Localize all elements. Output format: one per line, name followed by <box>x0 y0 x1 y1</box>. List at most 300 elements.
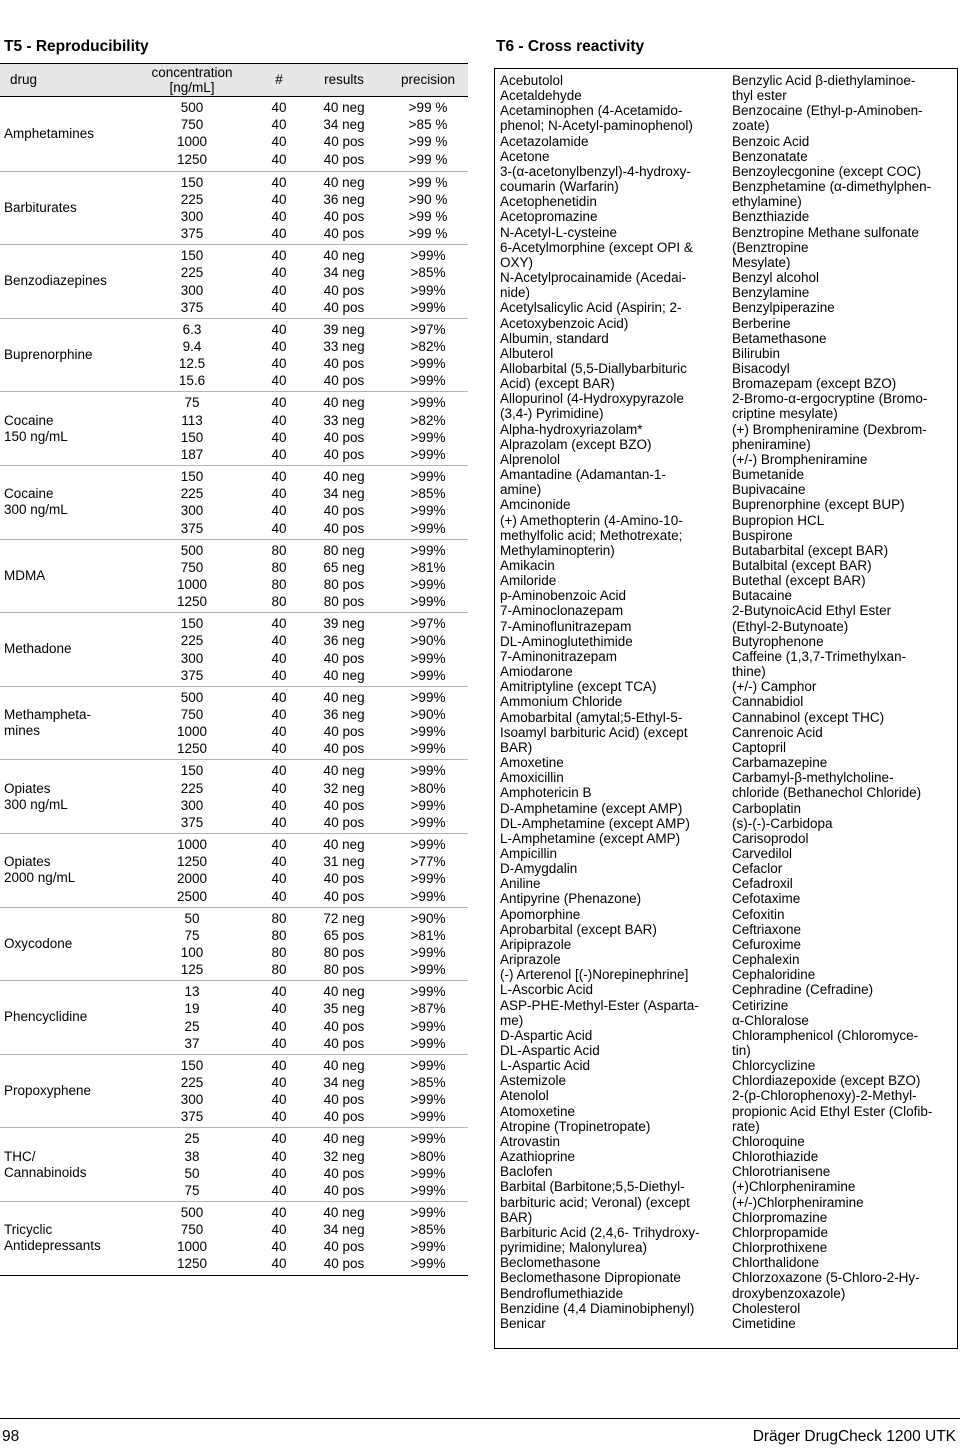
substance-item: Apomorphine <box>500 906 581 922</box>
results-cell: 39 neg <box>323 616 365 632</box>
substance-item: Benzphetamine (α-dimethylphen- ethylamine) <box>732 179 932 210</box>
substance-item: Chlordiazepoxide (except BZO) <box>732 1073 921 1089</box>
results-cell: 40 neg <box>323 1057 365 1073</box>
count-cell: 40 <box>271 373 287 389</box>
drug-name-line: Antidepressants <box>4 1238 101 1254</box>
header-results: results <box>324 72 364 87</box>
precision-cell: >80% <box>410 1148 446 1164</box>
substance-item: Benztropine Methane sulfonate (Benztropine Mesylate) <box>732 224 919 270</box>
results-cell: 40 neg <box>323 468 365 484</box>
concentration-cell: 1250 <box>176 151 208 167</box>
substance-item: 2-ButynoicAcid Ethyl Ester (Ethyl-2-Butynoate) <box>732 603 892 634</box>
count-cell: 40 <box>271 174 287 190</box>
substance-item: Amcinonide <box>500 497 571 513</box>
substance-item: Allopurinol (4-Hydroxypyrazole (3,4-) Pyrimidine) <box>500 391 684 422</box>
precision-cell: >99% <box>410 1239 446 1255</box>
drug-group <box>0 391 468 465</box>
substance-item: Buprenorphine (except BUP) <box>732 497 905 513</box>
drug-group <box>0 97 468 171</box>
drug-name <box>4 760 134 833</box>
results-cell: 40 pos <box>323 134 365 150</box>
count-cell: 40 <box>271 797 287 813</box>
count-cell: 40 <box>271 1074 287 1090</box>
drug-name-line: Amphetamines <box>4 125 95 141</box>
concentration-cell: 375 <box>180 1109 204 1125</box>
table-row <box>140 927 468 944</box>
substance-item: Benzylic Acid β-diethylaminoe- thyl ester <box>732 73 916 104</box>
reproducibility-table <box>0 63 468 1276</box>
concentration-cell: 375 <box>180 667 204 683</box>
precision-cell: >99% <box>410 1092 446 1108</box>
drug-name-line: 2000 ng/mL <box>4 870 76 886</box>
results-cell: 40 pos <box>323 373 365 389</box>
drug-group <box>0 612 468 686</box>
substance-item: Amoxicillin <box>500 770 564 786</box>
count-cell: 40 <box>271 1035 287 1051</box>
count-cell: 40 <box>271 1204 287 1220</box>
precision-cell: >90% <box>410 633 446 649</box>
header-drug: drug <box>10 72 38 87</box>
substance-item: L-Ascorbic Acid <box>500 982 594 998</box>
table-body <box>0 97 468 1275</box>
count-cell: 80 <box>271 542 287 558</box>
precision-cell: >99% <box>410 944 446 960</box>
results-cell: 80 pos <box>323 962 365 978</box>
results-cell: 40 neg <box>323 174 365 190</box>
precision-cell: >99% <box>410 797 446 813</box>
drug-group-rows <box>140 1130 468 1199</box>
precision-cell: >90% <box>410 706 446 722</box>
substance-item: Amikacin <box>500 558 555 573</box>
drug-name-line: Buprenorphine <box>4 347 93 363</box>
substance-item: Amoxetine <box>500 755 564 771</box>
substance-item: Cefaclor <box>732 861 783 877</box>
table-row <box>140 576 468 593</box>
drug-group <box>0 1201 468 1275</box>
table-row <box>140 1108 468 1125</box>
substance-item: Benzoic Acid <box>732 133 810 149</box>
substance-item: Baclofen <box>500 1164 553 1180</box>
concentration-cell: 2000 <box>176 871 208 887</box>
substance-item: Cephradine (Cefradine) <box>732 982 874 998</box>
concentration-cell: 6.3 <box>182 321 202 337</box>
document-title: Dräger DrugCheck 1200 UTK <box>752 1428 956 1445</box>
table-row <box>140 1130 468 1147</box>
substance-item: Ammonium Chloride <box>500 694 623 710</box>
precision-cell: >99% <box>410 1256 446 1272</box>
precision-cell: >77% <box>410 854 446 870</box>
drug-group <box>0 833 468 907</box>
concentration-cell: 150 <box>180 429 204 445</box>
concentration-cell: 300 <box>180 797 204 813</box>
concentration-cell: 225 <box>180 265 204 281</box>
drug-name <box>4 97 134 171</box>
count-cell: 40 <box>271 650 287 666</box>
table-row <box>140 502 468 519</box>
substance-item: 2-Bromo-α-ergocryptine (Bromo- criptine mesylate) <box>732 391 928 422</box>
substance-item: α-Chloralose <box>732 1012 809 1028</box>
count-cell: 80 <box>271 594 287 610</box>
count-cell: 40 <box>271 446 287 462</box>
table-row <box>140 667 468 684</box>
cross-reactivity-column-1 <box>500 73 725 1331</box>
drug-group <box>0 465 468 539</box>
substance-item: Acetazolamide <box>500 133 589 149</box>
table-row <box>140 780 468 797</box>
substance-item: (s)-(-)-Carbidopa <box>732 815 833 831</box>
results-cell: 40 pos <box>323 1182 365 1198</box>
table-row <box>140 593 468 610</box>
table-row <box>140 394 468 411</box>
substance-item: Benzylpiperazine <box>732 300 835 316</box>
drug-group-rows <box>140 762 468 831</box>
results-cell: 80 pos <box>323 576 365 592</box>
precision-cell: >99% <box>410 836 446 852</box>
substance-item: Alprenolol <box>500 451 561 467</box>
count-cell: 80 <box>271 910 287 926</box>
results-cell: 40 neg <box>323 1204 365 1220</box>
substance-item: N-Acetyl-L-cysteine <box>500 224 618 240</box>
drug-group-rows <box>140 1057 468 1126</box>
table-row <box>140 429 468 446</box>
substance-item: Butethal (except BAR) <box>732 573 866 589</box>
count-cell: 80 <box>271 962 287 978</box>
substance-item: Chlorothiazide <box>732 1149 819 1165</box>
count-cell: 40 <box>271 208 287 224</box>
results-cell: 34 neg <box>323 1074 365 1090</box>
table-row <box>140 983 468 1000</box>
table-row <box>140 870 468 887</box>
substance-item: Butacaine <box>732 588 793 604</box>
drug-name-line: Oxycodone <box>4 935 73 951</box>
drug-group-rows <box>140 1204 468 1273</box>
substance-item: Bilirubin <box>732 345 781 361</box>
concentration-cell: 750 <box>180 117 204 133</box>
concentration-cell: 13 <box>184 984 200 1000</box>
header-number: # <box>275 72 283 87</box>
substance-item: Benzylamine <box>732 285 810 301</box>
table-row <box>140 559 468 576</box>
precision-cell: >99% <box>410 429 446 445</box>
precision-cell: >87% <box>410 1001 446 1017</box>
concentration-cell: 75 <box>184 395 200 411</box>
substance-item: Albumin, standard <box>500 330 609 346</box>
results-cell: 40 pos <box>323 724 365 740</box>
drug-group <box>0 1054 468 1128</box>
substance-item: L-Aspartic Acid <box>500 1058 591 1074</box>
table-row <box>140 1018 468 1035</box>
concentration-cell: 50 <box>184 1165 200 1181</box>
concentration-cell: 225 <box>180 486 204 502</box>
count-cell: 40 <box>271 226 287 242</box>
precision-cell: >99 % <box>408 100 448 115</box>
substance-item: 2-(p-Chlorophenoxy)-2-Methyl- propionic Acid Ethyl Ester (Clofib- rate) <box>732 1088 933 1134</box>
concentration-cell: 125 <box>180 962 204 978</box>
concentration-cell: 12.5 <box>178 356 206 372</box>
count-cell: 40 <box>271 1109 287 1125</box>
substance-item: Acetaminophen (4-Acetamido- phenol; N-Acetyl-paminophenol) <box>500 103 693 134</box>
substance-item: Cannabinol (except THC) <box>732 709 885 725</box>
substance-item: 6-Acetylmorphine (except OPI & OXY) <box>500 239 693 270</box>
table-row <box>140 355 468 372</box>
concentration-cell: 225 <box>180 780 204 796</box>
results-cell: 40 pos <box>323 226 365 242</box>
substance-item: Butyrophenone <box>732 633 824 649</box>
precision-cell: >99% <box>410 373 446 389</box>
drug-name <box>4 540 134 613</box>
table-row <box>140 1000 468 1017</box>
concentration-cell: 1000 <box>176 724 208 740</box>
substance-item: Buspirone <box>732 527 793 543</box>
concentration-cell: 1250 <box>176 741 208 757</box>
cross-reactivity-box <box>494 68 958 1349</box>
substance-item: Beclomethasone <box>500 1255 601 1271</box>
count-cell: 40 <box>271 888 287 904</box>
substance-item: Amphotericin B <box>500 785 592 801</box>
count-cell: 40 <box>271 248 287 264</box>
results-cell: 40 pos <box>323 797 365 813</box>
results-cell: 40 pos <box>323 871 365 887</box>
substance-item: ASP-PHE-Methyl-Ester (Asparta- me) <box>500 997 699 1028</box>
substance-item: Acetaldehyde <box>500 88 582 104</box>
table-row <box>140 689 468 706</box>
results-cell: 40 pos <box>323 814 365 830</box>
table-row <box>140 836 468 853</box>
drug-group-rows <box>140 983 468 1052</box>
drug-name-line: Cannabinoids <box>4 1164 87 1180</box>
drug-group-rows <box>140 174 468 243</box>
table-row <box>140 1238 468 1255</box>
drug-name-line: THC/ <box>4 1148 36 1164</box>
precision-cell: >99% <box>410 763 446 779</box>
concentration-cell: 500 <box>180 100 204 115</box>
count-cell: 40 <box>271 395 287 411</box>
drug-group-rows <box>140 689 468 758</box>
results-cell: 40 neg <box>323 763 365 779</box>
concentration-cell: 750 <box>180 559 204 575</box>
precision-cell: >99% <box>410 689 446 705</box>
substance-item: Ariprazole <box>500 952 561 968</box>
drug-name-line: Opiates <box>4 854 51 870</box>
count-cell: 40 <box>271 134 287 150</box>
substance-item: Cephalexin <box>732 952 800 968</box>
concentration-cell: 375 <box>180 814 204 830</box>
precision-cell: >85% <box>410 1222 446 1238</box>
drug-group-rows <box>140 468 468 537</box>
substance-item: Atomoxetine <box>500 1103 576 1119</box>
drug-name <box>4 981 134 1054</box>
concentration-cell: 1000 <box>176 836 208 852</box>
concentration-cell: 300 <box>180 503 204 519</box>
drug-group <box>0 907 468 981</box>
substance-item: Cefoxitin <box>732 906 785 922</box>
count-cell: 40 <box>271 520 287 536</box>
substance-item: Beclomethasone Dipropionate <box>500 1270 681 1286</box>
results-cell: 40 pos <box>323 1035 365 1051</box>
results-cell: 40 pos <box>323 151 365 167</box>
drug-name <box>4 466 134 539</box>
substance-item: Carisoprodol <box>732 830 809 846</box>
precision-cell: >99% <box>410 520 446 536</box>
table-row <box>140 1255 468 1272</box>
precision-cell: >99 % <box>408 174 448 190</box>
concentration-cell: 25 <box>184 1131 200 1147</box>
drug-name <box>4 687 134 760</box>
substance-item: Albuterol <box>500 345 554 361</box>
table-row <box>140 1165 468 1182</box>
substance-item: Betamethasone <box>732 330 827 346</box>
concentration-cell: 19 <box>184 1001 200 1017</box>
substance-item: Cholesterol <box>732 1300 801 1316</box>
count-cell: 40 <box>271 1131 287 1147</box>
drug-name <box>4 908 134 981</box>
substance-item: Atenolol <box>500 1088 549 1104</box>
concentration-cell: 38 <box>184 1148 200 1164</box>
results-cell: 80 pos <box>323 944 365 960</box>
table-row <box>140 723 468 740</box>
precision-cell: >81% <box>410 559 446 575</box>
substance-item: (+/-) Brompheniramine <box>732 451 868 467</box>
table-row <box>140 338 468 355</box>
results-cell: 40 neg <box>323 689 365 705</box>
substance-item: Chloramphenicol (Chloromyce- tin) <box>732 1027 919 1058</box>
table-row <box>140 264 468 281</box>
table-row <box>140 797 468 814</box>
results-cell: 32 neg <box>323 1148 365 1164</box>
substance-item: Ampicillin <box>500 845 558 861</box>
substance-item: Amantadine (Adamantan-1- amine) <box>500 467 666 498</box>
table-row <box>140 706 468 723</box>
substance-item: Atropine (Tropinetropate) <box>500 1118 651 1134</box>
drug-name <box>4 1128 134 1201</box>
concentration-cell: 187 <box>180 446 204 462</box>
count-cell: 40 <box>271 299 287 315</box>
drug-group-rows <box>140 99 468 168</box>
precision-cell: >99% <box>410 724 446 740</box>
concentration-cell: 150 <box>180 468 204 484</box>
substance-item: Captopril <box>732 739 787 755</box>
precision-cell: >81% <box>410 927 446 943</box>
substance-item: Atrovastin <box>500 1133 561 1149</box>
substance-item: Alprazolam (except BZO) <box>500 436 652 452</box>
concentration-cell: 75 <box>184 927 200 943</box>
table-row <box>140 208 468 225</box>
substance-item: 7-Aminoflunitrazepam <box>500 618 632 634</box>
substance-item: Acebutolol <box>500 73 564 88</box>
drug-name-line: Methampheta- <box>4 707 92 723</box>
count-cell: 40 <box>271 1092 287 1108</box>
concentration-cell: 150 <box>180 174 204 190</box>
drug-name-line: MDMA <box>4 567 46 583</box>
table-row <box>140 814 468 831</box>
table-row <box>140 542 468 559</box>
results-cell: 65 neg <box>323 559 365 575</box>
count-cell: 40 <box>271 100 287 115</box>
count-cell: 40 <box>271 1018 287 1034</box>
precision-cell: >99% <box>410 1131 446 1147</box>
drug-name <box>4 245 134 318</box>
drug-group-rows <box>140 615 468 684</box>
concentration-cell: 500 <box>180 1204 204 1220</box>
table-row <box>140 1035 468 1052</box>
count-cell: 40 <box>271 265 287 281</box>
concentration-cell: 1250 <box>176 594 208 610</box>
substance-item: Amobarbital (amytal;5-Ethyl-5- Isoamyl barbituric Acid) (except BAR) <box>500 709 688 755</box>
substance-item: Acetophenetidin <box>500 194 597 210</box>
table-row <box>140 910 468 927</box>
substance-item: Astemizole <box>500 1073 567 1089</box>
precision-cell: >99% <box>410 871 446 887</box>
table-row <box>140 412 468 429</box>
table-row <box>140 485 468 502</box>
substance-item: Amiodarone <box>500 664 573 680</box>
results-cell: 40 pos <box>323 650 365 666</box>
results-cell: 65 pos <box>323 927 365 943</box>
results-cell: 34 neg <box>323 486 365 502</box>
substance-item: Allobarbital (5,5-Diallybarbituric Acid) (except BAR) <box>500 360 687 392</box>
substance-item: 7-Aminoclonazepam <box>500 603 624 619</box>
substance-item: Amiloride <box>500 573 557 589</box>
results-cell: 40 pos <box>323 208 365 224</box>
results-cell: 36 neg <box>323 191 365 207</box>
precision-cell: >99% <box>410 814 446 830</box>
substance-item: Ceftriaxone <box>732 921 802 937</box>
drug-name-line: Barbiturates <box>4 199 77 215</box>
drug-group-rows <box>140 836 468 905</box>
substance-item: Benzocaine (Ethyl-p-Aminoben- zoate) <box>732 103 923 134</box>
results-cell: 33 neg <box>323 412 365 428</box>
count-cell: 40 <box>271 814 287 830</box>
precision-cell: >99% <box>410 299 446 315</box>
substance-item: Acetopromazine <box>500 209 598 225</box>
footer-divider <box>0 1418 960 1419</box>
precision-cell: >99% <box>410 741 446 757</box>
table-row <box>140 191 468 208</box>
results-cell: 40 neg <box>323 100 365 115</box>
substance-item: (+) Amethopterin (4-Amino-10- methylfolic acid; Methotrexate; Methylaminopterin) <box>500 512 683 558</box>
results-cell: 72 neg <box>323 910 365 926</box>
drug-name-line: Benzodiazepines <box>4 273 107 289</box>
drug-group-rows <box>140 910 468 979</box>
precision-cell: >99% <box>410 282 446 298</box>
concentration-cell: 375 <box>180 299 204 315</box>
substance-item: Cimetidine <box>732 1315 796 1331</box>
drug-name <box>4 319 134 392</box>
count-cell: 40 <box>271 151 287 167</box>
count-cell: 40 <box>271 503 287 519</box>
substance-item: Bisacodyl <box>732 360 790 376</box>
concentration-cell: 37 <box>184 1035 200 1051</box>
header-concentration <box>140 65 244 95</box>
substance-item: Chlorprothixene <box>732 1240 828 1256</box>
precision-cell: >99% <box>410 1035 446 1051</box>
drug-name-line: mines <box>4 723 41 739</box>
count-cell: 40 <box>271 1222 287 1238</box>
precision-cell: >99 % <box>408 226 448 242</box>
count-cell: 40 <box>271 1057 287 1073</box>
count-cell: 40 <box>271 763 287 779</box>
substance-item: Carbamazepine <box>732 755 828 771</box>
count-cell: 80 <box>271 559 287 575</box>
count-cell: 40 <box>271 741 287 757</box>
substance-item: Bendroflumethiazide <box>500 1285 624 1301</box>
precision-cell: >99% <box>410 446 446 462</box>
substance-item: Cefadroxil <box>732 876 793 892</box>
table-row <box>140 961 468 978</box>
substance-item: Benzidine (4,4 Diaminobiphenyl) <box>500 1300 695 1316</box>
count-cell: 40 <box>271 1148 287 1164</box>
drug-name-line: Phencyclidine <box>4 1009 88 1025</box>
